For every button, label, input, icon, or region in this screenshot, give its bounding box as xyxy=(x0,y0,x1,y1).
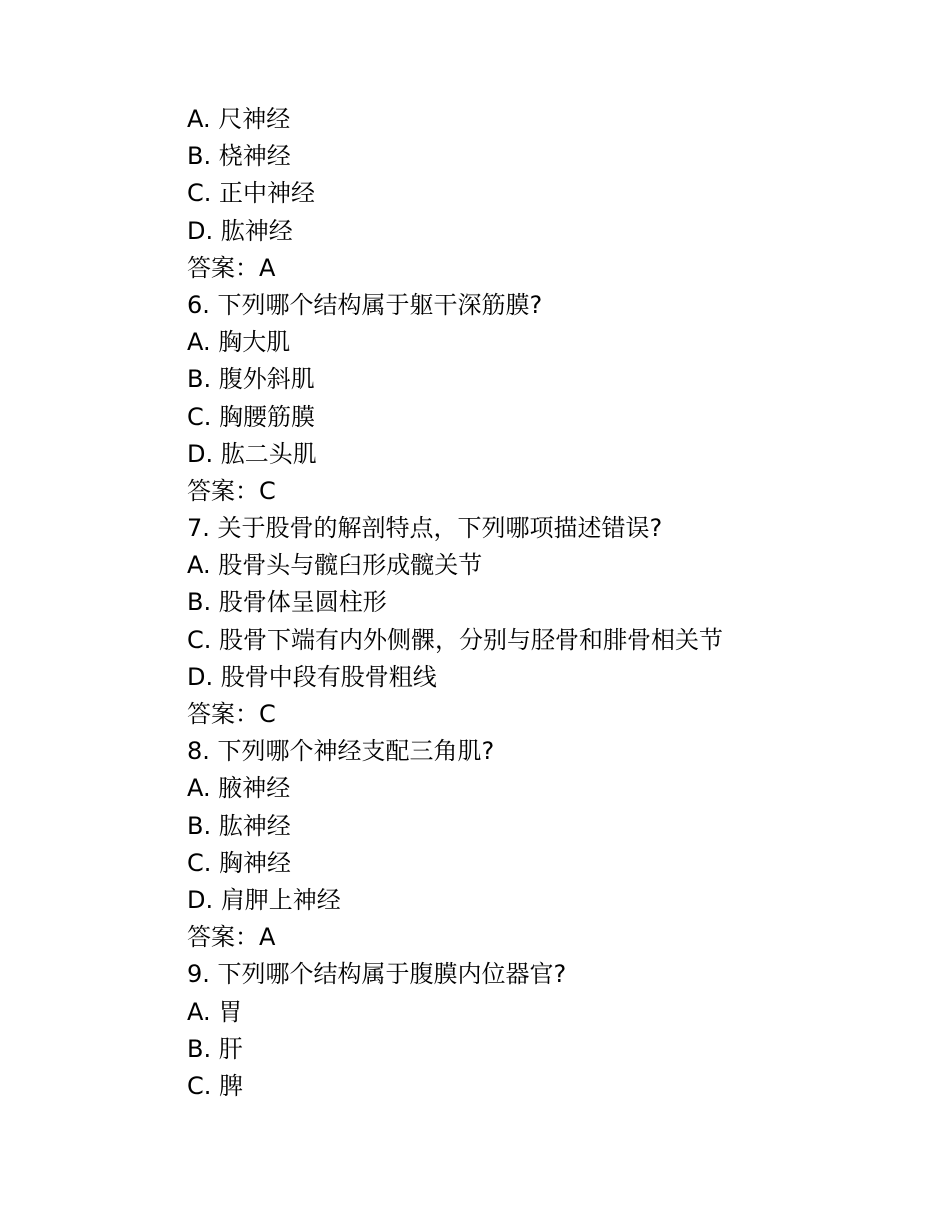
option-b: B. 肝 xyxy=(187,1034,243,1063)
answer-line: 答案：C xyxy=(187,476,276,505)
option-b: B. 股骨体呈圆柱形 xyxy=(187,588,387,617)
option-a: A. 胃 xyxy=(187,997,243,1026)
question-8: 8. 下列哪个神经支配三角肌? xyxy=(187,737,495,766)
option-c: C. 胸腰筋膜 xyxy=(187,402,316,431)
answer-line: 答案：C xyxy=(187,700,276,728)
option-d: D. 肩胛上神经 xyxy=(187,885,341,914)
option-c: C. 脾 xyxy=(187,1071,244,1100)
question-list xyxy=(187,101,887,1105)
question-6: 6. 下列哪个结构属于躯干深筋膜? xyxy=(187,290,543,319)
answer-line: 答案：A xyxy=(187,923,276,952)
question-9: 9. 下列哪个结构属于腹膜内位器官? xyxy=(187,960,567,989)
option-b: B. 腹外斜肌 xyxy=(187,365,315,394)
option-d: D. 股骨中段有股骨粗线 xyxy=(187,662,437,691)
option-a: A. 腋神经 xyxy=(187,774,291,803)
option-c: C. 股骨下端有内外侧髁，分别与胫骨和腓骨相关节 xyxy=(187,625,724,654)
question-7: 7. 关于股骨的解剖特点，下列哪项描述错误? xyxy=(187,514,663,543)
option-a: A. 胸大肌 xyxy=(187,328,291,357)
option-c: C. 胸神经 xyxy=(187,848,292,877)
option-c: C. 正中神经 xyxy=(187,179,316,208)
option-d: D. 肱二头肌 xyxy=(187,439,317,468)
option-d: D. 肱神经 xyxy=(187,216,293,245)
answer-line: 答案：A xyxy=(187,253,276,282)
option-b: B. 桡神经 xyxy=(187,142,291,171)
option-b: B. 肱神经 xyxy=(187,811,291,840)
option-a: A. 尺神经 xyxy=(187,105,291,133)
option-a: A. 股骨头与髋臼形成髋关节 xyxy=(187,551,483,580)
